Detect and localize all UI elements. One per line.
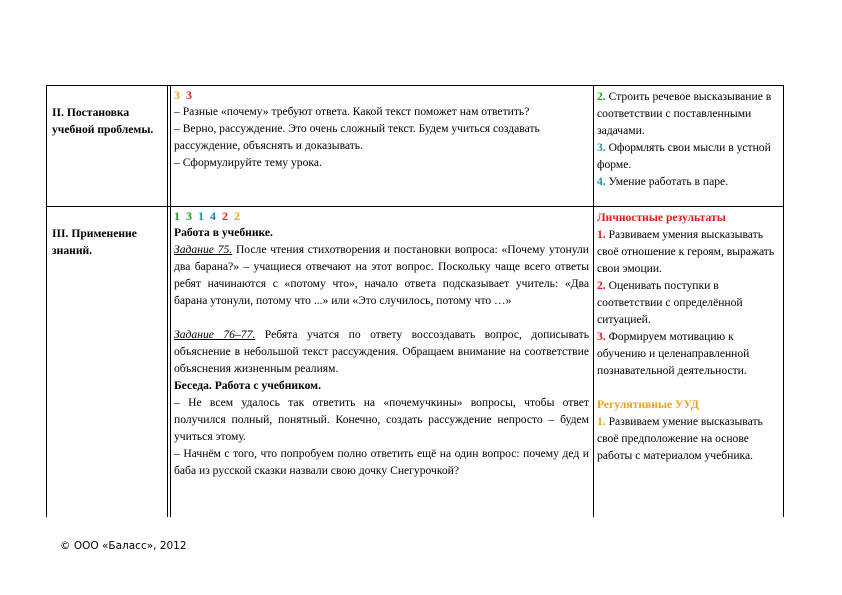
skill-number: 4 xyxy=(210,209,217,223)
result-item xyxy=(597,139,778,173)
content-cell xyxy=(168,86,594,206)
result-number: 1. xyxy=(597,415,606,428)
task-label: Задание 76–77. xyxy=(174,328,256,341)
result-text: Умение работать в паре. xyxy=(608,175,729,188)
task-76-77 xyxy=(174,326,589,377)
copyright-footer: © ООО «Баласс», 2012 xyxy=(60,540,187,552)
dialogue-line: – Верно, рассуждение. Это очень сложный текст. Будем учиться создавать рассуждение, объяснять и доказывать. xyxy=(174,122,540,152)
stage-cell xyxy=(47,86,168,206)
content-cell xyxy=(168,207,594,517)
task-label: Задание 75. xyxy=(174,243,233,256)
section-title: Работа в учебнике. xyxy=(174,226,273,239)
result-number: 2. xyxy=(597,90,606,103)
skill-number: 2 xyxy=(234,209,241,223)
task-text: После чтения стихотворения и постановки вопроса: «Почему утонули два барана?» – учащиеся отвечают на этот вопрос. Поскольку чаще всего ответы ребят начинаются с «потому что», начало ответа подсказывает учитель: «Два барана утонули, потому что ...» или «Это случилось, потому что …» xyxy=(174,243,589,307)
skill-number: 1 xyxy=(174,209,181,223)
result-text: Формируем мотивацию к обучению и целенаправленной познавательной деятельности. xyxy=(597,330,750,377)
skill-number: 3 xyxy=(174,88,181,102)
result-number: 1. xyxy=(597,228,606,241)
stage-label: II. Постановка учебной проблемы. xyxy=(52,106,154,136)
skill-number: 2 xyxy=(222,209,229,223)
result-text: Строить речевое высказывание в соответствии с поставленными задачами. xyxy=(597,90,772,137)
skill-number: 1 xyxy=(198,209,205,223)
table-row-problem xyxy=(46,85,784,207)
skill-number: 3 xyxy=(186,209,193,223)
skill-numbers xyxy=(174,87,589,103)
regulative-heading: Регулятивные УУД xyxy=(597,398,699,411)
dialogue-line: – Начнём с того, что попробуем полно ответить ещё на один вопрос: почему дед и баба из русской сказки назвали свою дочку Снегурочкой? xyxy=(174,447,589,477)
table-row-application xyxy=(46,207,784,517)
task-75 xyxy=(174,241,589,309)
result-number: 3. xyxy=(597,141,606,154)
results-cell xyxy=(594,86,784,206)
dialogue-line: – Сформулируйте тему урока. xyxy=(174,156,322,169)
result-item xyxy=(597,173,778,190)
result-item xyxy=(597,328,778,379)
result-item xyxy=(597,88,778,139)
skill-numbers xyxy=(174,208,589,224)
result-item xyxy=(597,277,778,328)
stage-label: III. Применение знаний. xyxy=(52,227,137,257)
task-text: Ребята учатся по ответу воссоздавать вопрос, дописывать объяснение в небольшой текст рассуждения. Обращаем внимание на соответствие объяснения жизненным реалиям. xyxy=(174,328,589,375)
result-number: 2. xyxy=(597,279,606,292)
stage-cell xyxy=(47,207,168,517)
result-text: Оформлять свои мысли в устной форме. xyxy=(597,141,771,171)
lesson-table xyxy=(46,85,784,517)
result-text: Развиваем умение высказывать своё предположение на основе работы с материалом учебника. xyxy=(597,415,763,462)
result-item xyxy=(597,226,778,277)
result-number: 4. xyxy=(597,175,606,188)
dialogue-line: – Не всем удалось так ответить на «почемучкины» вопросы, чтобы ответ получился полный, понятный. Конечно, создать рассуждение непросто – будем учиться этому. xyxy=(174,396,589,443)
result-number: 3. xyxy=(597,330,606,343)
section-title: Беседа. Работа с учебником. xyxy=(174,379,321,392)
dialogue-line: – Разные «почему» требуют ответа. Какой текст поможет нам ответить? xyxy=(174,105,530,118)
result-item xyxy=(597,413,778,464)
result-text: Развиваем умения высказывать своё отношение к героям, выражать свои эмоции. xyxy=(597,228,775,275)
personal-results-heading: Личностные результаты xyxy=(597,211,726,224)
result-text: Оценивать поступки в соответствии с определённой ситуацией. xyxy=(597,279,743,326)
skill-number: 3 xyxy=(186,88,193,102)
results-cell xyxy=(594,207,784,517)
